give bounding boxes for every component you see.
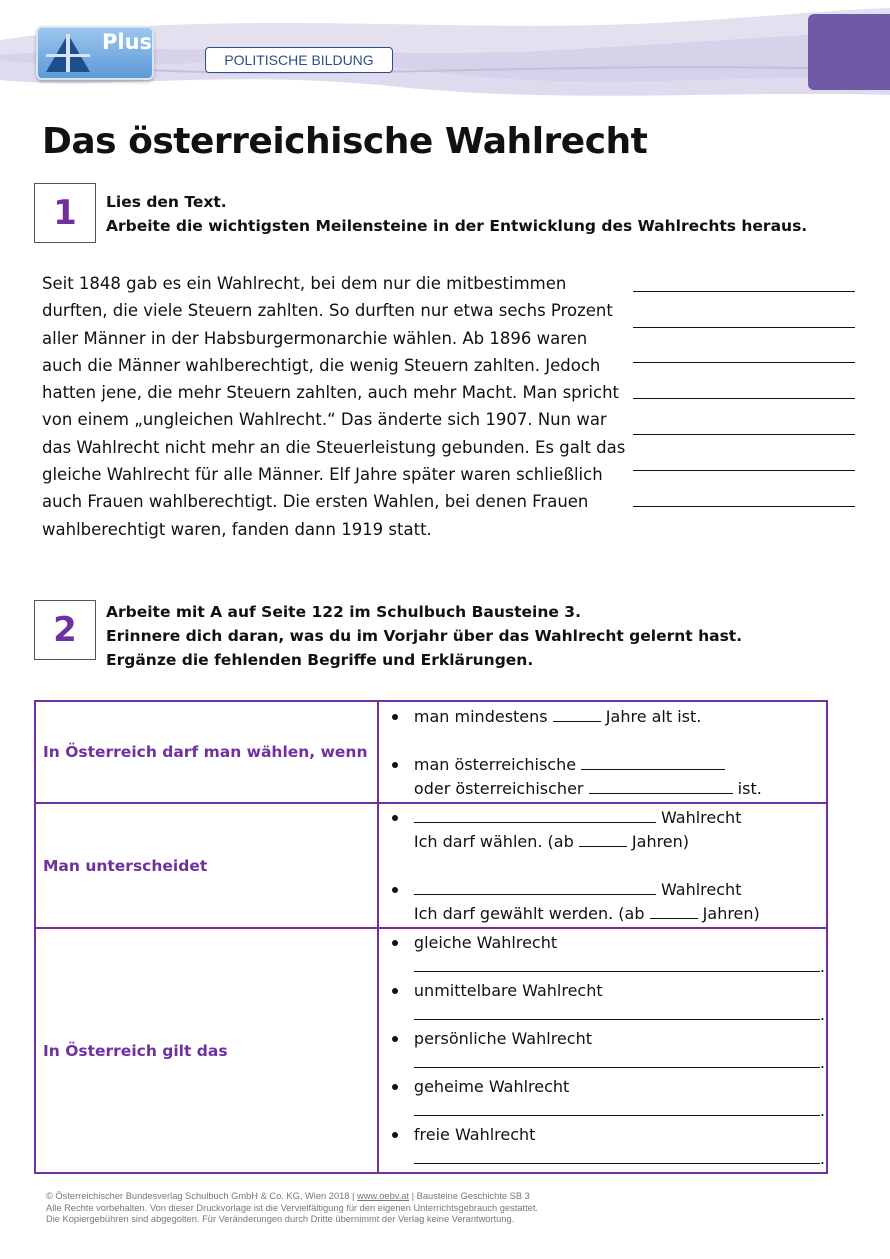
line-end: .	[819, 1101, 825, 1120]
table-row	[35, 803, 827, 928]
blank-field[interactable]	[581, 753, 725, 770]
row-label: In Österreich gilt das	[35, 928, 378, 1173]
answer-line[interactable]	[633, 434, 855, 435]
footer-text: | Bausteine Geschichte SB 3	[409, 1191, 530, 1201]
publisher-link[interactable]: www.oebv.at	[357, 1191, 410, 1201]
blank-field[interactable]	[650, 902, 698, 919]
instruction-line: Arbeite mit A auf Seite 122 im Schulbuch Bausteine 3.	[106, 603, 581, 621]
item-text: oder österreichischer	[413, 779, 589, 798]
item-text: Jahre alt ist.	[600, 707, 702, 726]
item-text: Ich darf wählen. (ab	[413, 832, 579, 851]
item-text: Wahlrecht	[655, 880, 742, 899]
list-item	[414, 1123, 825, 1171]
item-text: ist.	[732, 779, 762, 798]
answer-line[interactable]	[633, 327, 855, 328]
text-line: wahlberechtigt waren, fanden dann 1919 statt.	[42, 519, 432, 539]
item-text: Wahlrecht	[655, 808, 742, 827]
item-text: geheime Wahlrecht	[413, 1077, 570, 1096]
list-item	[414, 806, 825, 854]
bullet-icon	[392, 1036, 398, 1042]
blank-field[interactable]	[414, 878, 656, 895]
reading-text	[42, 270, 626, 543]
blank-field[interactable]	[414, 1099, 820, 1116]
footer	[46, 1191, 538, 1226]
blank-field[interactable]	[414, 955, 820, 972]
answer-line[interactable]	[633, 470, 855, 471]
text-line: auch die Männer wahlberechtigt, die wenig Steuern zahlten. Jedoch	[42, 355, 601, 375]
instruction-line: Ergänze die fehlenden Begriffe und Erklärungen.	[106, 651, 534, 669]
bullet-icon	[392, 988, 398, 994]
item-text: gleiche Wahlrecht	[413, 933, 558, 952]
answer-line[interactable]	[633, 398, 855, 399]
footer-text: Alle Rechte vorbehalten. Von dieser Druckvorlage ist die Vervielfältigung für den eigenen Unterrichtsgebrauch gestattet.	[46, 1202, 538, 1213]
item-text: persönliche Wahlrecht	[413, 1029, 592, 1048]
bullet-icon	[392, 815, 398, 821]
bullet-icon	[392, 940, 398, 946]
publisher-logo	[36, 26, 154, 80]
table-row	[35, 928, 827, 1173]
list-item	[414, 1027, 825, 1075]
blank-field[interactable]	[414, 1003, 820, 1020]
row-content	[378, 928, 827, 1173]
item-text: freie Wahlrecht	[413, 1125, 536, 1144]
bullet-icon	[392, 1084, 398, 1090]
answer-line[interactable]	[633, 362, 855, 363]
footer-text: © Österreichischer Bundesverlag Schulbuch GmbH & Co. KG, Wien 2018 |	[46, 1191, 358, 1201]
blank-field[interactable]	[553, 705, 601, 722]
row-content	[378, 701, 827, 803]
item-text: unmittelbare Wahlrecht	[413, 981, 603, 1000]
item-text: Ich darf gewählt werden. (ab	[413, 904, 650, 923]
text-line: das Wahlrecht nicht mehr an die Steuerleistung gebunden. Es galt das	[42, 437, 626, 457]
bullet-icon	[392, 887, 398, 893]
row-content	[378, 803, 827, 928]
pyramid-icon	[38, 30, 98, 76]
instruction-line: Arbeite die wichtigsten Meilensteine in der Entwicklung des Wahlrechts heraus.	[106, 217, 808, 235]
line-end: .	[819, 1053, 825, 1072]
answer-line[interactable]	[633, 506, 855, 507]
text-line: auch Frauen wahlberechtigt. Die ersten Wahlen, bei denen Frauen	[42, 492, 589, 512]
blank-field[interactable]	[579, 830, 627, 847]
line-end: .	[819, 957, 825, 976]
blank-field[interactable]	[414, 806, 656, 823]
line-end: .	[819, 1149, 825, 1168]
logo-text: Plus	[102, 30, 153, 54]
task-number-2: 2	[34, 600, 96, 660]
subject-badge: POLITISCHE BILDUNG	[205, 47, 393, 73]
list-item	[414, 979, 825, 1027]
row-label: In Österreich darf man wählen, wenn	[35, 701, 378, 803]
list-item	[414, 753, 825, 801]
bullet-icon	[392, 1132, 398, 1138]
answer-line[interactable]	[633, 291, 855, 292]
page-title: Das österreichische Wahlrecht	[42, 121, 648, 162]
text-line: von einem „ungleichen Wahlrecht.“ Das änderte sich 1907. Nun war	[42, 410, 607, 430]
list-item	[414, 1075, 825, 1123]
footer-text: Die Kopiergebühren sind abgegolten. Für Veränderungen durch Dritte übernimmt der Verlag keine Verantwortung.	[46, 1214, 515, 1224]
text-line: aller Männer in der Habsburgermonarchie wählen. Ab 1896 waren	[42, 328, 588, 348]
table-row	[35, 701, 827, 803]
item-text: Jahren)	[626, 832, 690, 851]
text-line: hatten jene, die mehr Steuern zahlten, auch mehr Macht. Man spricht	[42, 383, 620, 403]
text-line: durften, die viele Steuern zahlten. So durften nur etwa sechs Prozent	[42, 301, 613, 321]
instruction-line: Lies den Text.	[106, 193, 227, 211]
task1-instructions	[106, 190, 807, 238]
row-label: Man unterscheidet	[35, 803, 378, 928]
blank-field[interactable]	[414, 1147, 820, 1164]
instruction-line: Erinnere dich daran, was du im Vorjahr über das Wahlrecht gelernt hast.	[106, 627, 743, 645]
list-item	[414, 931, 825, 979]
blank-field[interactable]	[414, 1051, 820, 1068]
worksheet-table	[34, 700, 828, 1174]
task-number-1: 1	[34, 183, 96, 243]
line-end: .	[819, 1005, 825, 1024]
task2-instructions	[106, 600, 742, 672]
item-text: man mindestens	[413, 707, 553, 726]
bullet-icon	[392, 714, 398, 720]
list-item	[414, 878, 825, 926]
text-line: gleiche Wahlrecht für alle Männer. Elf Jahre später waren schließlich	[42, 465, 603, 485]
item-text: man österreichische	[413, 755, 582, 774]
item-text: Jahren)	[697, 904, 760, 923]
blank-field[interactable]	[589, 777, 733, 794]
text-line: Seit 1848 gab es ein Wahlrecht, bei dem nur die mitbestimmen	[42, 274, 567, 293]
corner-tab-decoration	[808, 14, 890, 90]
list-item	[414, 705, 825, 729]
bullet-icon	[392, 762, 398, 768]
